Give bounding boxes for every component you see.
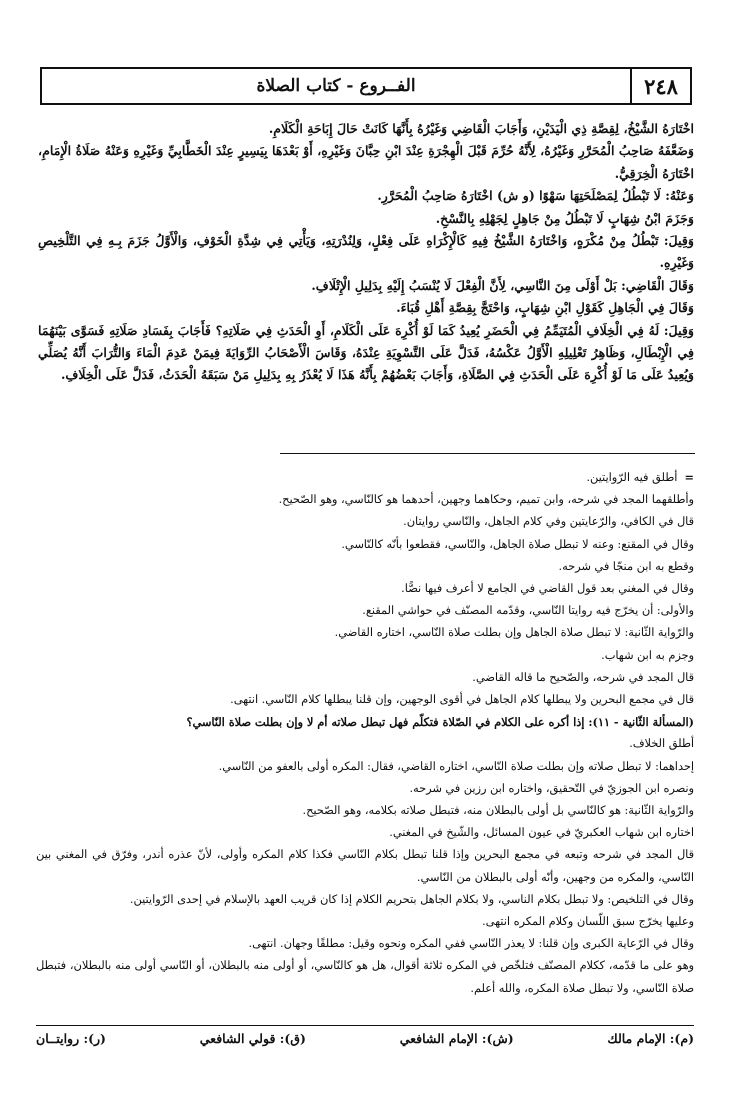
note-paragraph: والأولى: أن يخرّج فيه روايتا النّاسي، وقدّمه المصنّف في حواشي المقنع.: [362, 604, 694, 618]
main-paragraph: وَقِيلَ: لَهُ فِي الْخِلَافِ الْمُتَيَمِّمُ فِي الْحَضَرِ يُعِيدُ كَمَا لَوْ أُكْرِهَ عَلَى الْكَلَامِ، أَوِ الْحَدَثِ فِي صَلَاتِهِ؟ فَأَجَابَ بِفَسَادِ صَلَاتِهِ فَسَوَّى بَيْنَهُمَا فِي الْإِبْطَالِ، وَظَاهِرُ تَعْلِيلِهِ الْأَوَّلُ عَكْسُهُ، فَدَلَّ عَلَى التَّسْوِيَةِ عِنْدَهُ، وَقَاسَ الْأَصْحَابُ الرِّوَايَةَ فِيمَنْ عَدِمَ الْمَاءَ وَالتُّرَابَ أَنَّهُ يُصَلِّي وَيُعِيدُ عَلَى مَا لَوْ أُكْرِهَ عَلَى الْحَدَثِ فِي الصَّلَاةِ، وَأَجَابَ بَعْضُهُمْ بِأَنَّهُ هَذَا لَا يُعْذَرُ بِهِ بِدَلِيلِ مَنْ سَبَقَهُ الْحَدَثُ، فَدَلَّ عَلَى الْخِلَافِ.: [38, 322, 694, 383]
note-text: أطلق فيه الرّوايتين.: [586, 471, 678, 484]
main-paragraph: وَجَزَمَ ابْنُ شِهَابٍ لَا تَبْطُلُ مِنْ جَاهِلٍ لِجَهْلِهِ بِالنَّسْخِ.: [435, 210, 694, 226]
abbrev-qawlay: (ق): قولي الشافعي: [199, 1031, 306, 1046]
footnotes: [36, 466, 694, 1000]
note-paragraph: [36, 466, 694, 489]
note-paragraph: قال المجد في شرحه وتبعه في مجمع البحرين وإذا قلنا تبطل بكلام النّاسي فكذا كلام المكره وأولى، لأنّ عذره أندر، وفرّق في المغني بين النّاسي، والمكره من وجهين، وأنّه أولى بالبطلان من النّاسي.: [36, 848, 695, 884]
footer-separator: [36, 1025, 694, 1026]
note-paragraph: وهو على ما قدّمه، ككلام المصنّف فتلخّص في المكره ثلاثة أقوال، هل هو كالنّاسي، أو أولى منه بالبطلان، أو النّاسي أولى منه بالبطلان، فتبطل صلاة النّاسي، ولا تبطل صلاة المكره، والله أعلم.: [36, 959, 694, 995]
note-paragraph: أطلق الخلاف.: [629, 737, 694, 751]
main-text: [38, 118, 694, 387]
page-header: [40, 67, 692, 105]
note-paragraph: قال في مجمع البحرين ولا يبطلها كلام الجاهل في أقوى الوجهين، وإن قلنا يبطلها كلام النّاسي. انتهى.: [230, 693, 694, 707]
note-paragraph: وقطع به ابن منجّا في شرحه.: [558, 559, 694, 573]
note-paragraph: وقال في التلخيص: ولا تبطل بكلام الناسي، ولا بكلام الجاهل بتحريم الكلام إذا كان قريب العهد بالإسلام في إحدى الرّوايتين.: [129, 892, 694, 906]
note-paragraph: (المسألة الثّانية - ١١): إذا أكره على الكلام في الصّلاة فتكلّم فهل تبطل صلاته أم لا وإن بطلت صلاة النّاسي؟: [186, 715, 694, 730]
note-paragraph: إحداهما: لا تبطل صلاته وإن بطلت صلاة النّاسي، اختاره القاضي، فقال: المكره أولى بالعفو من النّاسي.: [218, 759, 694, 773]
note-paragraph: وجزم به ابن شهاب.: [601, 648, 694, 662]
main-paragraph: وَضَعَّفَهُ صَاحِبُ الْمُحَرَّرِ وَغَيْرُهُ، لِأَنَّهُ حُرِّمَ قَبْلَ الْهِجْرَةِ عِنْدَ ابْنِ حِبَّانَ وَغَيْرِهِ، أَوْ بَعْدَهَا بِيَسِيرٍ عِنْدَ الْخَطَّابِيِّ وَغَيْرِهِ وَعَنْهُ صَلَاةُ الْإِمَامِ، اخْتَارَهُ الْخِرَقِيُّ.: [38, 143, 694, 181]
main-paragraph: وَقَالَ فِي الْجَاهِلِ كَقَوْلِ ابْنِ شِهَابٍ، وَاحْتَجَّ بِقِصَّةِ أَهْلِ قُبَاءَ.: [396, 300, 694, 316]
note-paragraph: وأطلقهما المجد في شرحه، وابن تميم، وحكاهما وجهين، أحدهما هو كالنّاسي، وهو الصّحيح.: [278, 493, 694, 507]
note-paragraph: اختاره ابن شهاب العكبريّ في عيون المسائل، والشّيخ في المغني.: [389, 826, 694, 840]
note-paragraph: قال في الكافي، والرّعايتين وفي كلام الجاهل، والنّاسي روايتان.: [403, 515, 694, 529]
footnote-separator: [280, 453, 695, 454]
note-paragraph: وقال في المغني بعد قول القاضي في الجامع لا أعرف فيها نصًّا.: [401, 582, 694, 596]
main-paragraph: وَقِيلَ: تَبْطُلُ مِنْ مُكْرَهٍ، وَاخْتَارَهُ الشَّيْخُ فِيهِ كَالْإِكْرَاهِ عَلَى فِعْلٍ، وَلِنُدْرَتِهِ، وَيَأْتِي فِي شِدَّةِ الْخَوْفِ، وَالْأَوَّلُ جَزَمَ بِـهِ فِي التَّلْخِيصِ وَغَيْرِهِ.: [38, 233, 694, 271]
main-paragraph: اخْتَارَهُ الشَّيْخُ، لِقِصَّةِ ذِي الْيَدَيْنِ، وَأَجَابَ الْقَاضِي وَغَيْرُهُ بِأَنَّهَا كَانَتْ حَالَ إِبَاحَةِ الْكَلَامِ.: [268, 121, 694, 136]
note-paragraph: وقال في المقنع: وعنه لا تبطل صلاة الجاهل، والنّاسي، فقطعوا بأنّه كالنّاسي.: [341, 537, 694, 551]
abbrev-malik: (م): الإمام مالك: [607, 1031, 694, 1046]
abbrev-riwayatan: (ر): روايتــان: [36, 1031, 106, 1046]
page-number: ٢٤٨: [630, 69, 690, 103]
abbrev-shafii: (ش): الإمام الشافعي: [399, 1031, 514, 1046]
note-paragraph: ونصره ابن الجوزيّ في التّحقيق، واختاره ابن رزين في شرحه.: [409, 781, 694, 795]
abbreviation-key: [36, 1031, 694, 1053]
note-paragraph: والرّواية الثّانية: هو كالنّاسي بل أولى بالبطلان منه، فتبطل صلاته بكلامه، وهو الصّحيح.: [302, 804, 694, 818]
main-paragraph: وَقَالَ الْقَاضِي: بَلْ أَوْلَى مِنَ النَّاسِي، لِأَنَّ الْفِعْلَ لَا يُنْسَبُ إِلَيْهِ بِدَلِيلِ الْإِتْلَافِ.: [311, 277, 694, 293]
note-paragraph: وقال في الرّعاية الكبرى وإن قلنا: لا يعذر النّاسي ففي المكره ونحوه وقيل: مطلقًا وجهان. انتهى.: [248, 937, 694, 951]
header-title: الفــروع - كتاب الصلاة: [256, 76, 416, 96]
note-paragraph: قال المجد في شرحه، والصّحيح ما قاله القاضي.: [472, 670, 694, 684]
note-paragraph: والرّواية الثّانية: لا تبطل صلاة الجاهل وإن بطلت صلاة النّاسي، اختاره القاضي.: [334, 626, 694, 640]
note-marker: =: [684, 470, 694, 484]
note-paragraph: وعليها يخرّج سبق اللّسان وكلام المكره انتهى.: [482, 915, 694, 929]
main-paragraph: وَعَنْهُ: لَا تَبْطُلُ لِمَصْلَحَتِهَا سَهْوًا (و ش) اخْتَارَهُ صَاحِبُ الْمُحَرَّرِ.: [377, 188, 694, 204]
